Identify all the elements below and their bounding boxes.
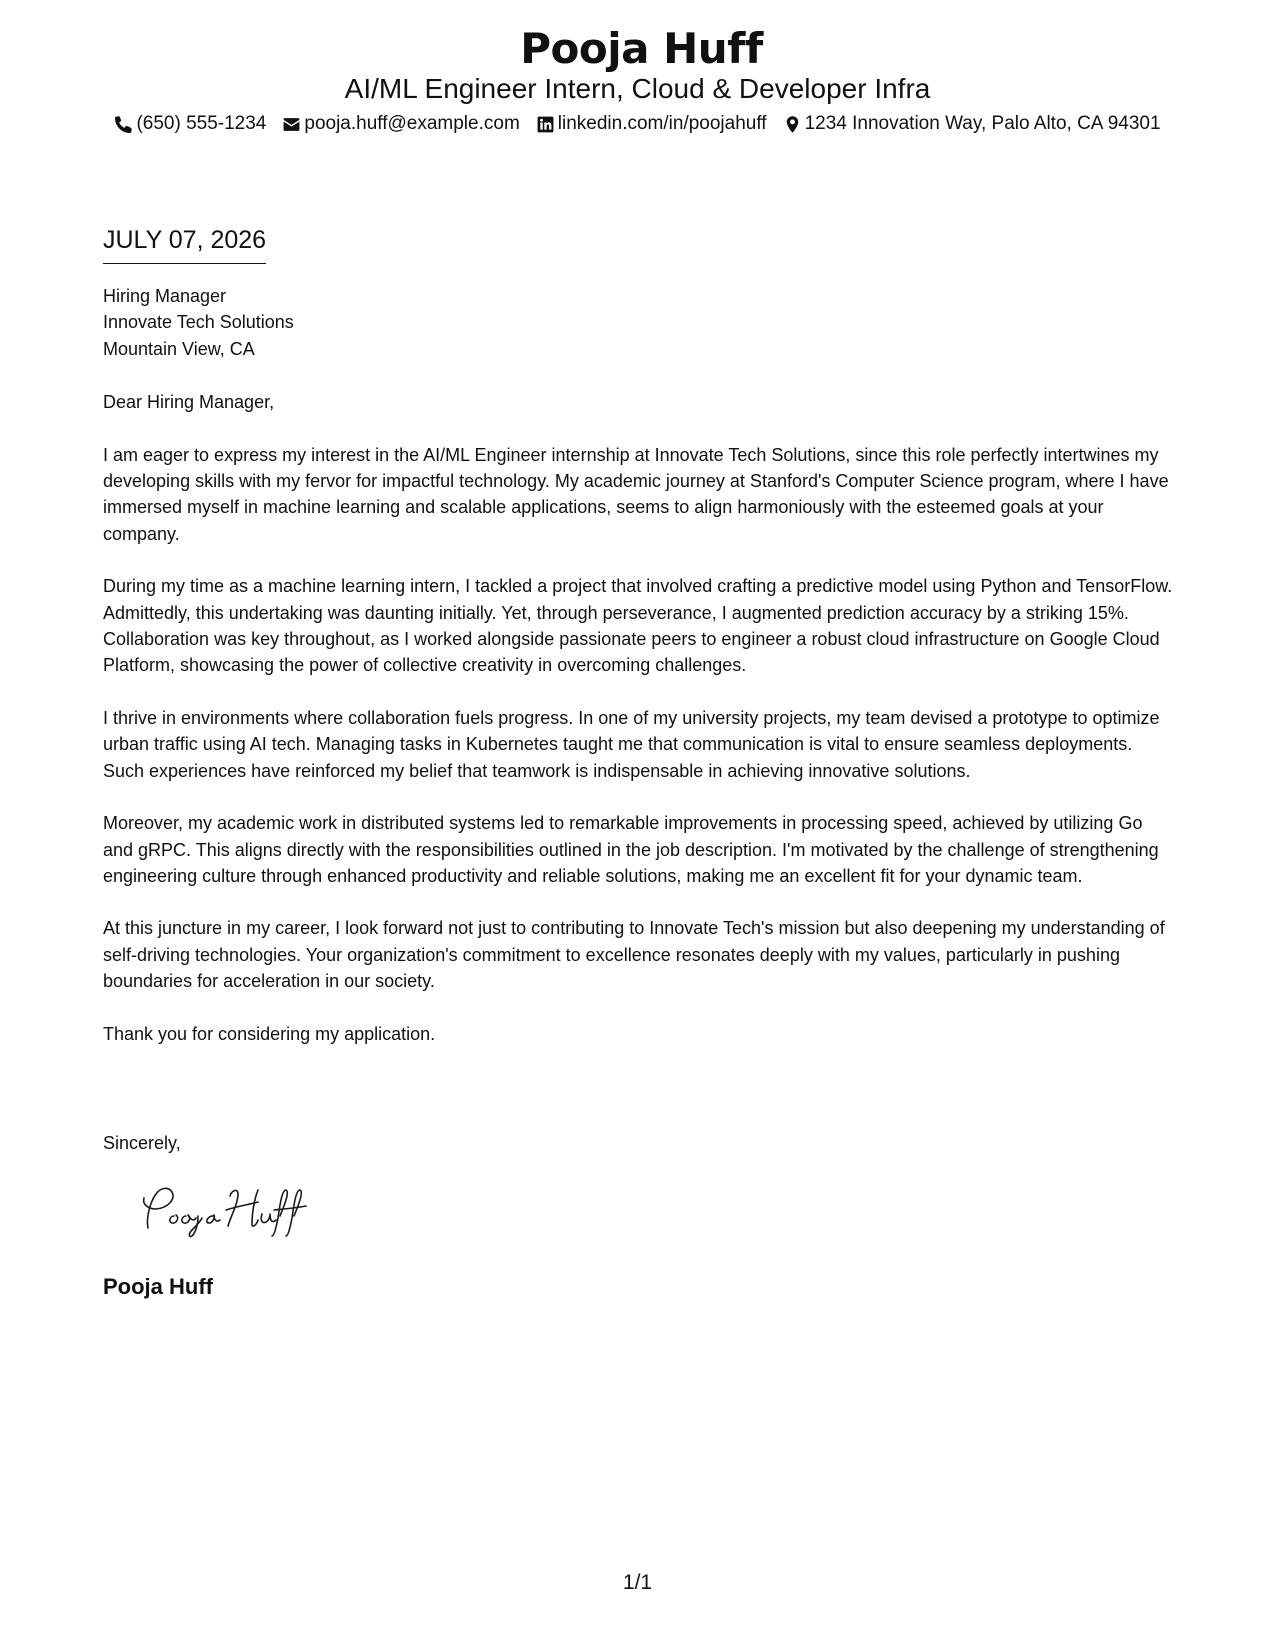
contact-address — [783, 112, 1161, 136]
body-paragraph: During my time as a machine learning intern, I tackled a project that involved crafting a predictive model using Python and TensorFlow. Admittedly, this undertaking was daunting initially. Yet, through perseverance, I augmented prediction accuracy by a striking 15%. Collaboration was key throughout, as I worked alongside passionate peers to engineer a robust cloud infrastructure on Google Cloud Platform, showcasing the power of collective creativity in overcoming challenges. — [103, 576, 1173, 676]
body-paragraph: I am eager to express my interest in the AI/ML Engineer internship at Innovate Tech Solutions, since this role perfectly intertwines my developing skills with my fervor for impactful technology. My academic journey at Stanford's Computer Science program, where I have immersed myself in machine learning and scalable applications, seems to align harmoniously with the esteemed goals at your company. — [103, 444, 1169, 544]
signer-name: Pooja Huff — [103, 1274, 213, 1299]
contact-phone — [114, 112, 266, 136]
applicant-name: Pooja Huff — [520, 24, 763, 73]
recipient-company: Innovate Tech Solutions — [103, 312, 294, 333]
body-paragraph: I thrive in environments where collaboration fuels progress. In one of my university projects, my team devised a prototype to optimize urban traffic using AI tech. Managing tasks in Kubernetes taught me that communication is vital to ensure seamless deployments. Such experiences have reinforced my belief that teamwork is indispensable in achieving innovative solutions. — [103, 707, 1160, 781]
map-pin-icon — [783, 115, 802, 134]
closing-line: Thank you for considering my application. — [103, 1023, 436, 1044]
linkedin-icon — [536, 115, 555, 134]
page-number: 1/1 — [622, 1571, 653, 1594]
sign-off: Sincerely, — [103, 1133, 181, 1153]
recipient-block — [103, 283, 1175, 362]
recipient-title: Hiring Manager — [103, 286, 227, 306]
letter-header — [0, 22, 1275, 106]
recipient-location: Mountain View, CA — [103, 338, 255, 359]
contact-email[interactable] — [282, 112, 519, 136]
email-text[interactable]: pooja.huff@example.com — [304, 113, 520, 134]
letter-date: JULY 07, 2026 — [103, 224, 266, 264]
phone-icon — [114, 115, 133, 134]
handwritten-signature — [134, 1182, 324, 1243]
envelope-icon — [282, 115, 301, 134]
date-block — [103, 224, 266, 264]
salutation: Dear Hiring Manager, — [103, 392, 275, 413]
linkedin-text[interactable]: linkedin.com/in/poojahuff — [557, 113, 767, 134]
address-text: 1234 Innovation Way, Palo Alto, CA 94301 — [804, 113, 1161, 134]
body-paragraph: Moreover, my academic work in distributed systems led to remarkable improvements in processing speed, achieved by utilizing Go and gRPC. This aligns directly with the responsibilities outlined in the job description. I'm motivated by the challenge of strengthening engineering culture through enhanced productivity and reliable solutions, making me an excellent fit for your dynamic team. — [103, 813, 1159, 886]
phone-text: (650) 555-1234 — [136, 113, 267, 134]
applicant-title: AI/ML Engineer Intern, Cloud & Developer Infra — [344, 73, 931, 104]
contact-bar — [0, 112, 1275, 136]
contact-linkedin[interactable] — [536, 112, 767, 136]
letter-body — [103, 283, 1175, 1047]
signature-image — [134, 1182, 324, 1238]
body-paragraph: At this juncture in my career, I look forward not just to contributing to Innovate Tech's mission but also deepening my understanding of self-driving technologies. Your organization's commitment to excellence resonates deeply with my values, particularly in pushing boundaries for acceleration in our society. — [103, 918, 1165, 992]
